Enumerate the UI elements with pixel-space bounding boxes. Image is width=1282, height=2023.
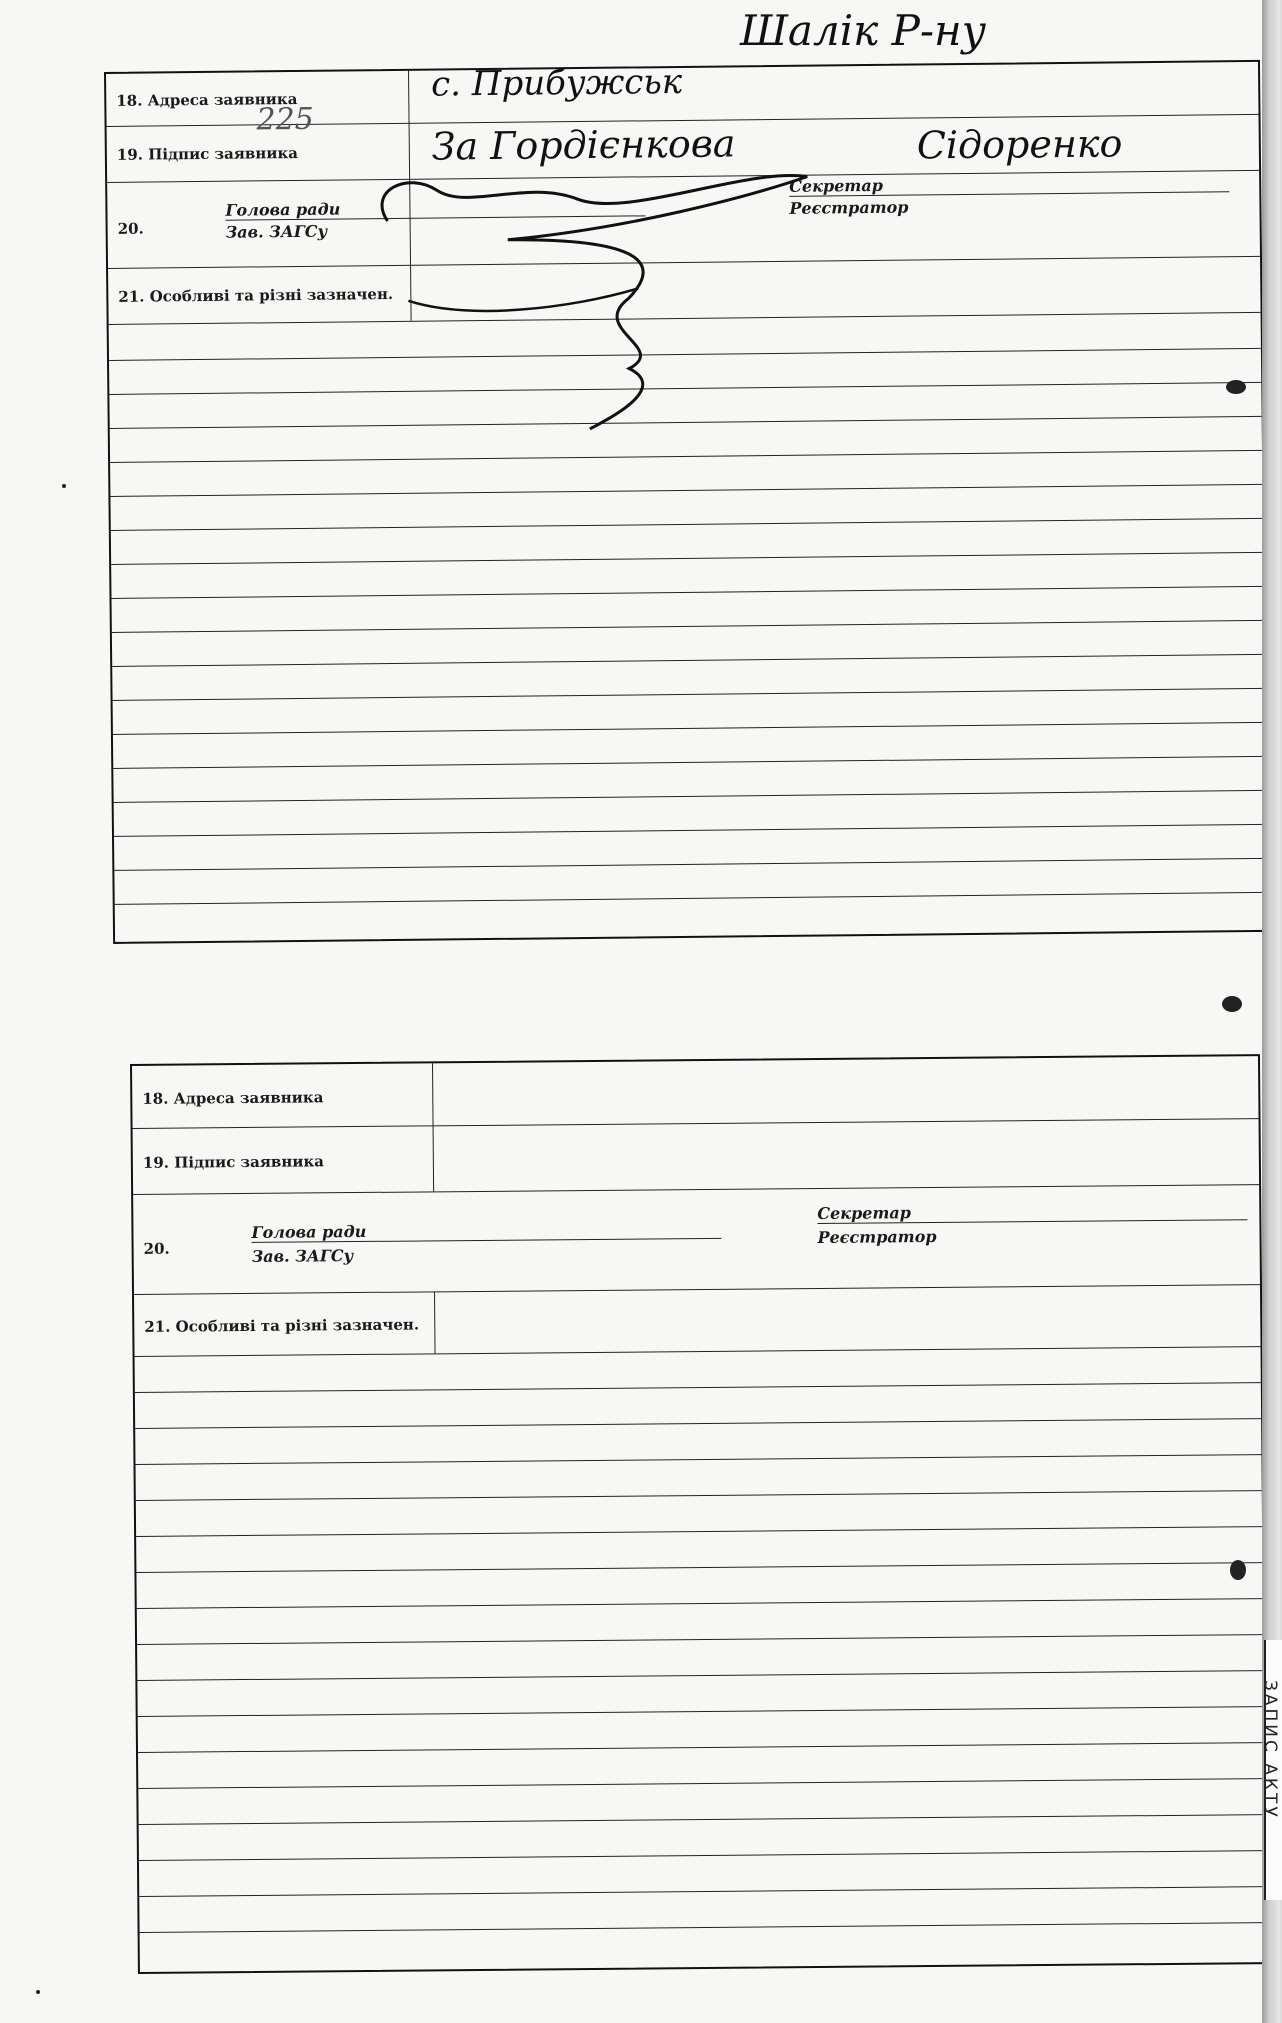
- head-label: Голова ради: [251, 1219, 721, 1243]
- ruled-line: [136, 1490, 1262, 1501]
- ruled-line: [110, 450, 1262, 463]
- ruled-line: [137, 1598, 1263, 1609]
- ruled-line: [110, 416, 1262, 429]
- ruled-line: [135, 1382, 1261, 1393]
- secretary-label: Секретар: [817, 1200, 1247, 1224]
- binder-hole-mark: [1230, 1560, 1246, 1580]
- ruled-line: [115, 892, 1267, 905]
- ruled-line: [114, 858, 1266, 871]
- ruled-line: [111, 552, 1263, 565]
- side-tab: [1260, 1640, 1282, 1900]
- field-20-number: 20.: [117, 219, 144, 238]
- ruled-line: [138, 1706, 1264, 1717]
- field-21-label: 21. Особливі та різні зазначен.: [144, 1315, 420, 1336]
- ruled-line: [138, 1778, 1264, 1789]
- field-18-label: 18. Адреса заявника: [116, 89, 298, 110]
- ruled-line: [136, 1526, 1262, 1537]
- binder-hole-mark: [1222, 996, 1242, 1012]
- field-18-label: 18. Адреса заявника: [142, 1088, 324, 1108]
- ruled-line: [113, 688, 1265, 701]
- ruled-line: [114, 824, 1266, 837]
- secretary-label: Секретар: [789, 172, 1229, 197]
- handwritten-top-right: Шалік Р-ну: [740, 6, 987, 55]
- ruled-line: [137, 1670, 1263, 1681]
- registrar-label: Реєстратор: [817, 1226, 937, 1248]
- field-20-row: [133, 1184, 1260, 1295]
- ruled-line: [135, 1454, 1261, 1465]
- handwritten-number: 225: [256, 101, 314, 138]
- ruled-line: [139, 1886, 1265, 1897]
- ruled-line: [136, 1562, 1262, 1573]
- head-label: Голова ради: [225, 196, 645, 220]
- field-19-label: 19. Підпис заявника: [116, 143, 299, 164]
- zags-label: Зав. ЗАГСу: [225, 221, 328, 242]
- ruled-line: [135, 1418, 1261, 1429]
- zags-label: Зав. ЗАГСу: [251, 1246, 354, 1266]
- field-21-row: [134, 1284, 1261, 1357]
- ruled-line: [109, 348, 1261, 361]
- handwritten-secretary-signature: Сідоренко: [916, 121, 1123, 168]
- ruled-line: [111, 518, 1263, 531]
- registrar-label: Реєстратор: [789, 197, 909, 218]
- ruled-line: [114, 790, 1266, 803]
- ruled-line: [109, 382, 1261, 395]
- ruled-line: [138, 1742, 1264, 1753]
- ruled-line: [140, 1922, 1266, 1933]
- field-19-label: 19. Підпис заявника: [142, 1152, 325, 1172]
- ruled-line: [113, 756, 1265, 769]
- field-20-number: 20.: [143, 1239, 170, 1258]
- field-20-row: [107, 170, 1260, 269]
- registration-form-top: [104, 60, 1269, 944]
- ruled-line: [112, 620, 1264, 633]
- ruled-line: [137, 1634, 1263, 1645]
- field-18-row: [132, 1056, 1259, 1129]
- ruled-line: [139, 1814, 1265, 1825]
- ruled-line: [110, 484, 1262, 497]
- handwritten-address: с. Прибужськ: [430, 61, 683, 105]
- side-tab-text: ЗАПИС АКТУ: [1260, 1680, 1280, 1820]
- field-19-row: [133, 1118, 1260, 1195]
- field-21-label: 21. Особливі та різні зазначен.: [118, 284, 394, 306]
- ink-speck: [62, 484, 66, 488]
- binder-hole-mark: [1226, 380, 1246, 394]
- ruled-line: [139, 1850, 1265, 1861]
- registration-form-bottom: [130, 1054, 1268, 1974]
- field-21-row: [108, 256, 1261, 325]
- ink-speck: [36, 1990, 40, 1994]
- ruled-line: [113, 722, 1265, 735]
- ruled-line: [112, 654, 1264, 667]
- ruled-line: [112, 586, 1264, 599]
- handwritten-signature: За Гордієнкова: [431, 121, 736, 169]
